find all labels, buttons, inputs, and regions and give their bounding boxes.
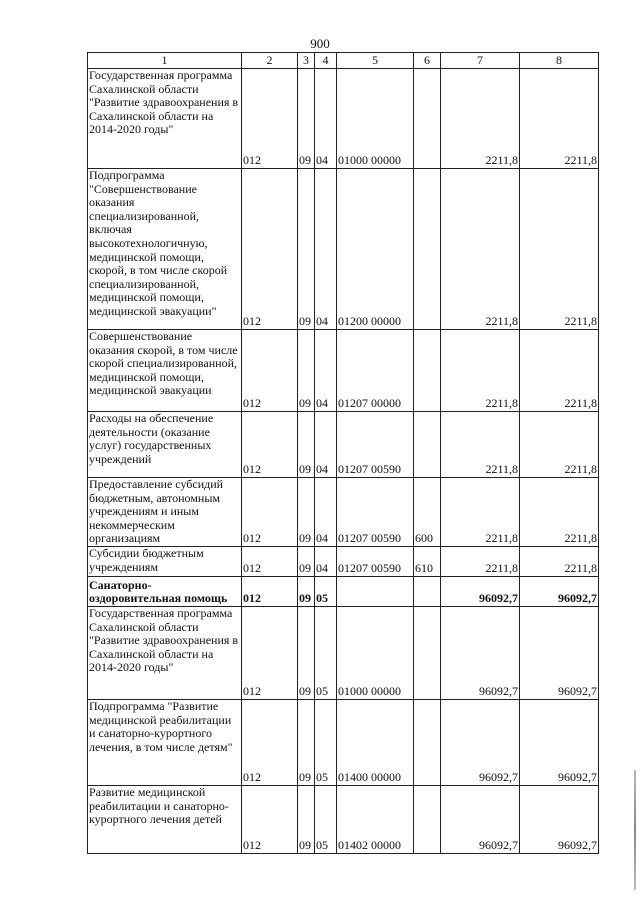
row-cell-col3: 09: [298, 607, 315, 700]
row-cell-col3: 09: [298, 412, 315, 478]
row-cell-col6: [414, 577, 441, 607]
table-row: [88, 786, 599, 854]
row-cell-col8: 2211,8: [520, 69, 599, 169]
row-cell-col6: 610: [414, 547, 441, 577]
row-cell-col8: 96092,7: [520, 700, 599, 786]
row-cell-col2: 012: [242, 700, 298, 786]
row-cell-col5: 01400 00000: [337, 700, 414, 786]
row-cell-col8: 2211,8: [520, 169, 599, 330]
header-cell: 2: [242, 53, 298, 69]
row-cell-col5: 01207 00590: [337, 412, 414, 478]
page-number: 900: [310, 36, 330, 51]
row-cell-col8: 96092,7: [520, 607, 599, 700]
row-cell-col3: 09: [298, 786, 315, 854]
scan-edge-mark: [634, 770, 636, 890]
row-cell-col3: 09: [298, 547, 315, 577]
row-cell-col2: 012: [242, 478, 298, 547]
table-row: [88, 607, 599, 700]
row-cell-col8: 2211,8: [520, 412, 599, 478]
row-cell-col5: [337, 577, 414, 607]
header-cell: 8: [520, 53, 599, 69]
row-cell-col7: 2211,8: [441, 412, 520, 478]
row-name-cell: Субсидии бюджетным учреждениям: [88, 547, 242, 577]
row-cell-col6: [414, 412, 441, 478]
table-row: [88, 69, 599, 169]
row-name-cell: Подпрограмма "Совершенствование оказания специализированной, включая высокотехнологичную, медицинской помощи, скорой, в том числе скорой специализированной, медицинской помощи, медицинской эвакуации": [88, 169, 242, 330]
row-cell-col8: 96092,7: [520, 577, 599, 607]
row-name-cell: Предоставление субсидий бюджетным, автономным учреждениям и иным некоммерческим организациям: [88, 478, 242, 547]
row-cell-col5: 01402 00000: [337, 786, 414, 854]
row-cell-col7: 2211,8: [441, 69, 520, 169]
row-cell-col7: 2211,8: [441, 330, 520, 412]
row-cell-col3: 09: [298, 700, 315, 786]
row-name-cell: Государственная программа Сахалинской области "Развитие здравоохранения в Сахалинской области на 2014-2020 годы": [88, 607, 242, 700]
row-cell-col2: 012: [242, 547, 298, 577]
table-row: [88, 547, 599, 577]
row-cell-col4: 04: [315, 69, 337, 169]
row-cell-col2: 012: [242, 577, 298, 607]
row-cell-col7: 96092,7: [441, 607, 520, 700]
row-cell-col7: 2211,8: [441, 169, 520, 330]
row-name-cell: Санаторно-оздоровительная помощь: [88, 577, 242, 607]
row-cell-col6: [414, 700, 441, 786]
budget-table: [87, 52, 599, 854]
row-cell-col3: 09: [298, 478, 315, 547]
row-cell-col6: [414, 169, 441, 330]
row-cell-col3: 09: [298, 330, 315, 412]
header-cell: 1: [88, 53, 242, 69]
row-cell-col2: 012: [242, 607, 298, 700]
table-row: [88, 330, 599, 412]
row-cell-col3: 09: [298, 69, 315, 169]
row-cell-col7: 2211,8: [441, 547, 520, 577]
row-cell-col4: 05: [315, 786, 337, 854]
table-row: [88, 577, 599, 607]
table-header-row: [88, 53, 599, 69]
header-cell: 3: [298, 53, 315, 69]
row-cell-col2: 012: [242, 69, 298, 169]
row-cell-col4: 05: [315, 607, 337, 700]
row-cell-col2: 012: [242, 169, 298, 330]
row-cell-col7: 96092,7: [441, 786, 520, 854]
row-cell-col5: 01000 00000: [337, 607, 414, 700]
row-cell-col7: 96092,7: [441, 700, 520, 786]
table-row: [88, 478, 599, 547]
row-cell-col8: 2211,8: [520, 478, 599, 547]
table-row: [88, 412, 599, 478]
row-cell-col4: 05: [315, 577, 337, 607]
row-cell-col8: 2211,8: [520, 330, 599, 412]
row-cell-col4: 04: [315, 330, 337, 412]
row-cell-col5: 01200 00000: [337, 169, 414, 330]
row-name-cell: Подпрограмма "Развитие медицинской реабилитации и санаторно-курортного лечения, в том числе детям": [88, 700, 242, 786]
row-cell-col8: 96092,7: [520, 786, 599, 854]
row-name-cell: Государственная программа Сахалинской области "Развитие здравоохранения в Сахалинской области на 2014-2020 годы": [88, 69, 242, 169]
row-cell-col7: 2211,8: [441, 478, 520, 547]
header-cell: 6: [414, 53, 441, 69]
row-cell-col4: 04: [315, 412, 337, 478]
row-name-cell: Развитие медицинской реабилитации и санаторно-курортного лечения детей: [88, 786, 242, 854]
header-cell: 4: [315, 53, 337, 69]
row-cell-col4: 04: [315, 478, 337, 547]
row-cell-col3: 09: [298, 169, 315, 330]
row-cell-col5: 01000 00000: [337, 69, 414, 169]
row-cell-col6: [414, 69, 441, 169]
row-cell-col6: 600: [414, 478, 441, 547]
header-cell: 5: [337, 53, 414, 69]
row-cell-col6: [414, 607, 441, 700]
header-cell: 7: [441, 53, 520, 69]
row-cell-col5: 01207 00590: [337, 547, 414, 577]
row-cell-col7: 96092,7: [441, 577, 520, 607]
table-row: [88, 700, 599, 786]
row-cell-col4: 04: [315, 547, 337, 577]
row-cell-col5: 01207 00590: [337, 478, 414, 547]
row-cell-col6: [414, 786, 441, 854]
row-name-cell: Расходы на обеспечение деятельности (оказание услуг) государственных учреждений: [88, 412, 242, 478]
row-cell-col8: 2211,8: [520, 547, 599, 577]
row-cell-col2: 012: [242, 412, 298, 478]
row-cell-col3: 09: [298, 577, 315, 607]
row-cell-col2: 012: [242, 330, 298, 412]
row-cell-col4: 04: [315, 169, 337, 330]
row-cell-col5: 01207 00000: [337, 330, 414, 412]
row-cell-col4: 05: [315, 700, 337, 786]
row-cell-col6: [414, 330, 441, 412]
row-name-cell: Совершенствование оказания скорой, в том числе скорой специализированной, медицинской помощи, медицинской эвакуации: [88, 330, 242, 412]
row-cell-col2: 012: [242, 786, 298, 854]
table-row: [88, 169, 599, 330]
